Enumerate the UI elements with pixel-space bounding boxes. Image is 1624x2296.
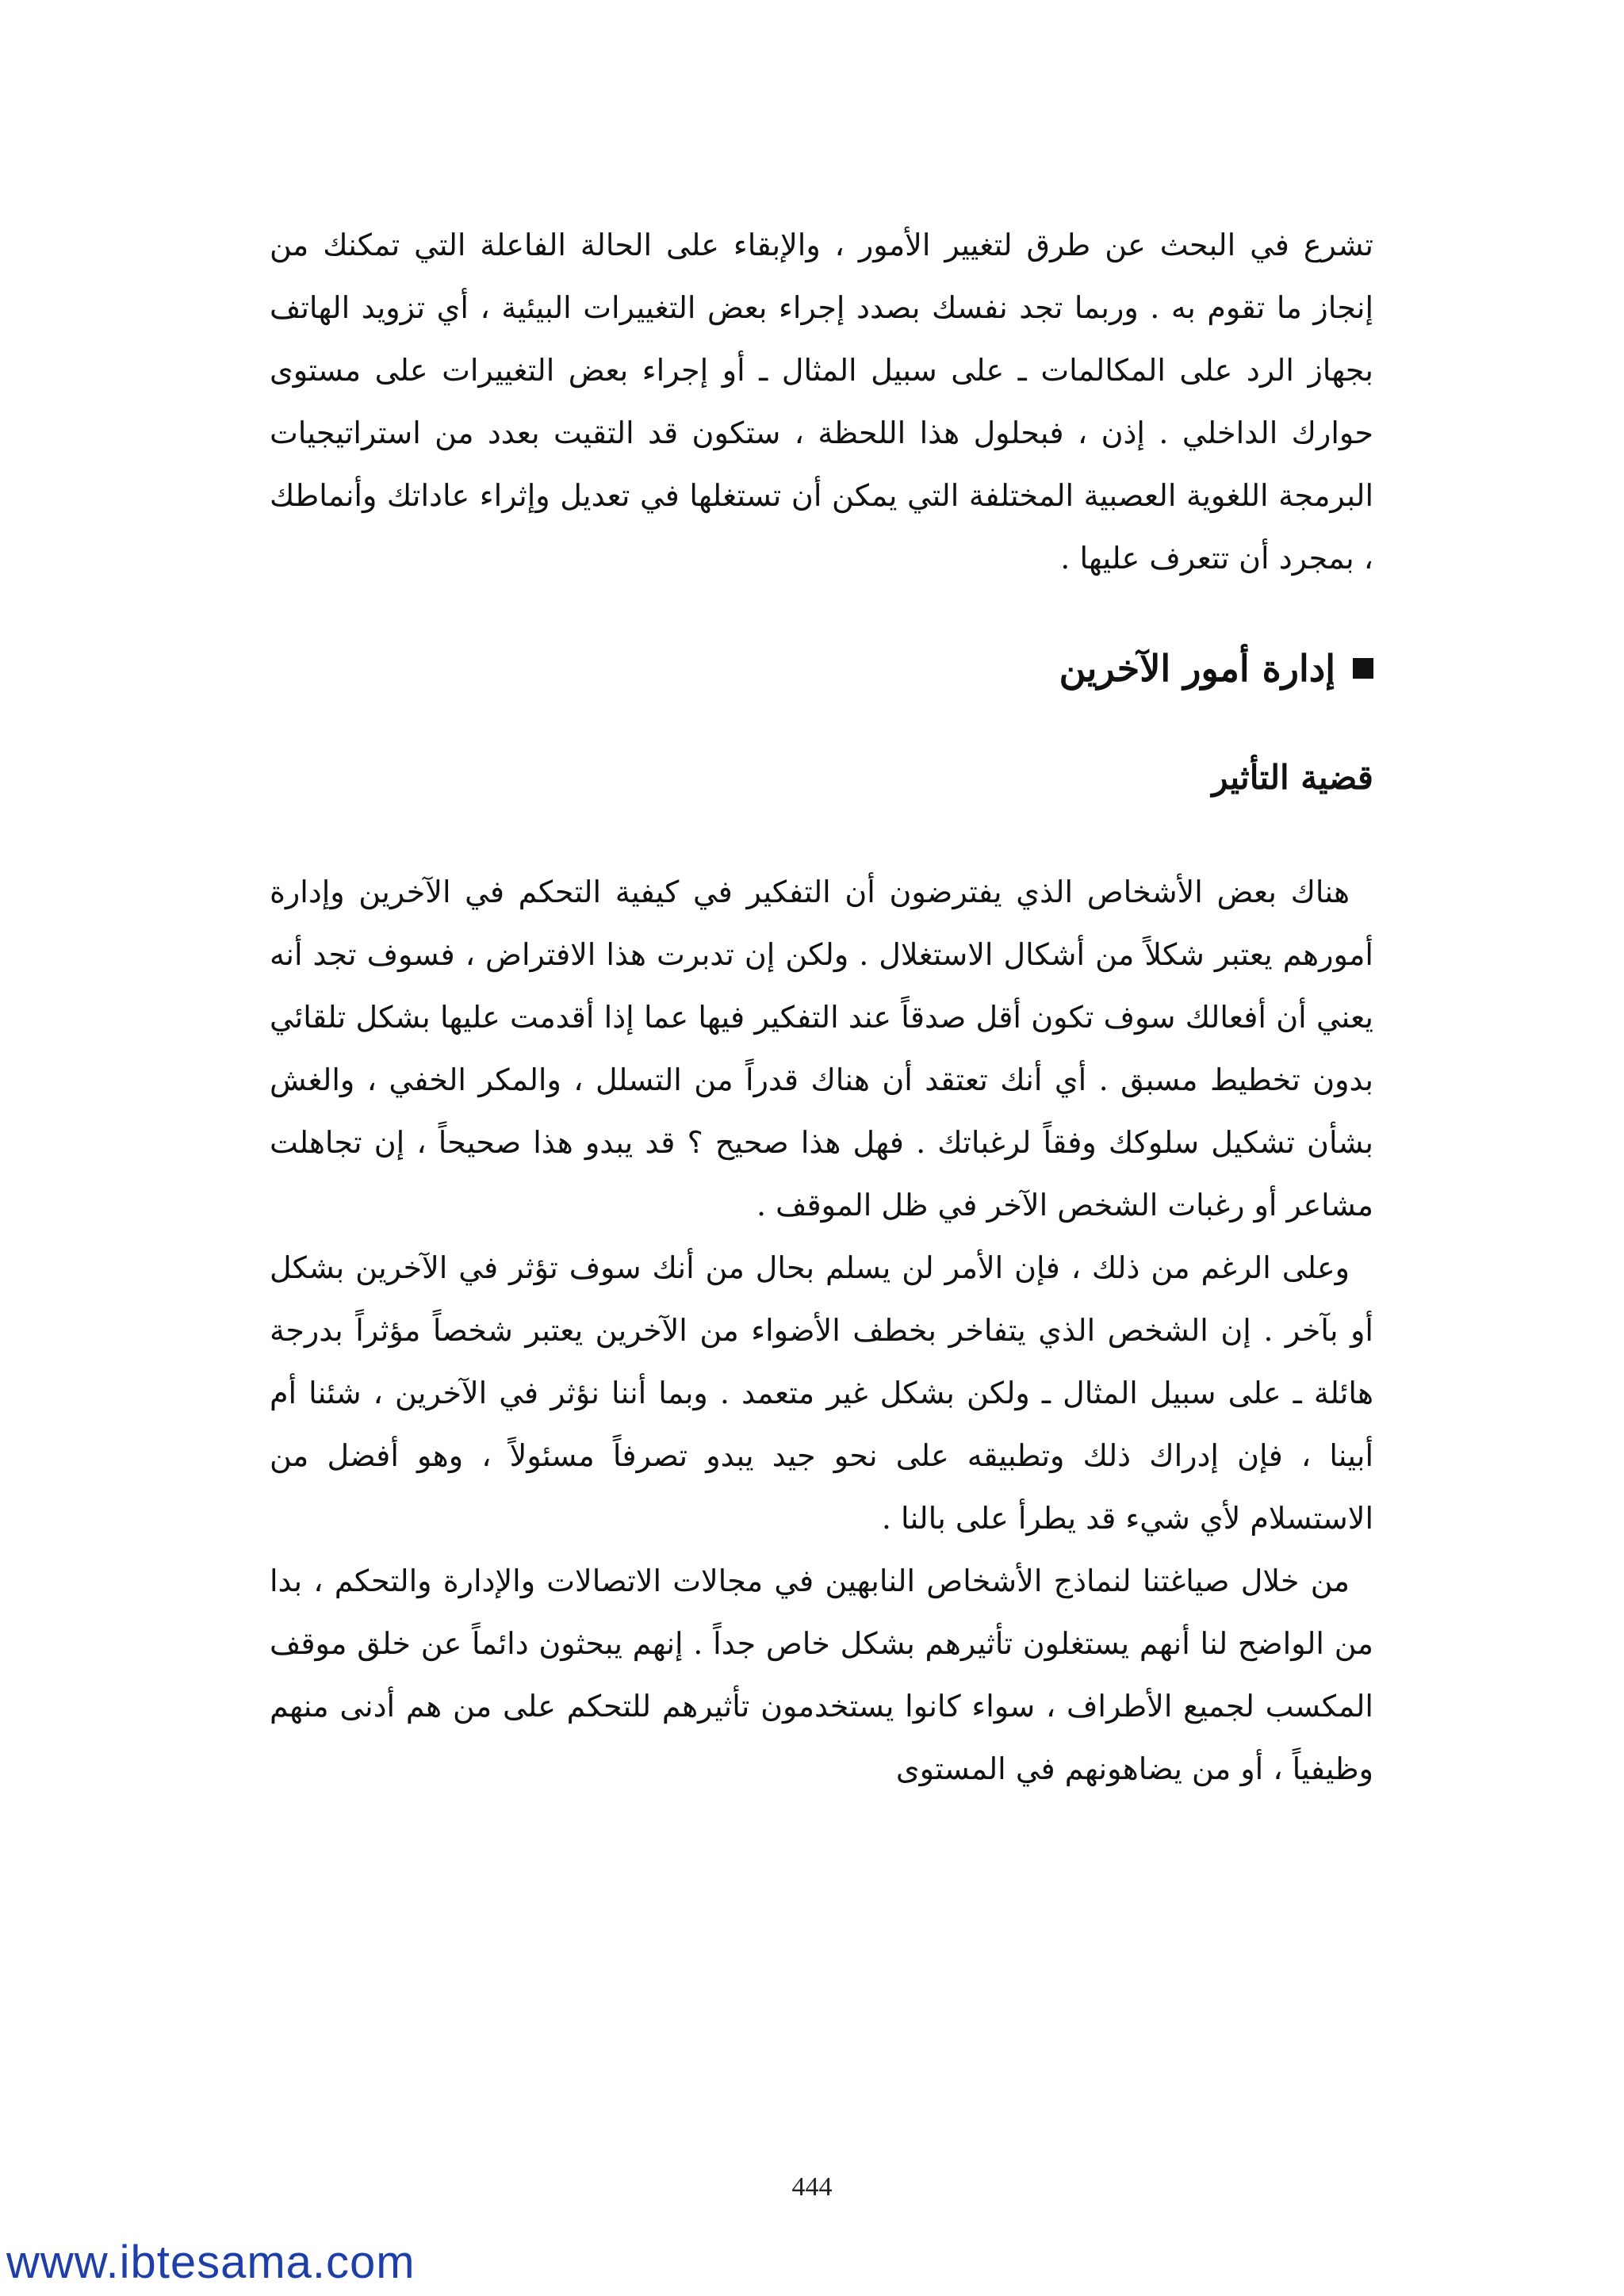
section-heading [270, 641, 1373, 696]
section-subheading: قضية التأثير [1212, 758, 1373, 797]
body-paragraph-1: هناك بعض الأشخاص الذي يفترضون أن التفكير في كيفية التحكم في الآخرين وإدارة أمورهم يعتبر شكلاً من أشكال الاستغلال . ولكن إن تدبرت هذا الافتراض ، فسوف تجد أنه يعني أن أفعالك سوف تكون أقل صدقاً عند التفكير فيها عما إذا أقدمت عليها بشكل تلقائي بدون تخطيط مسبق . أي أنك تعتقد أن هناك قدراً من التسلل ، والمكر الخفي ، والغش بشأن تشكيل سلوكك وفقاً لرغباتك . فهل هذا صحيح ؟ قد يبدو هذا صحيحاً ، إن تجاهلت مشاعر أو رغبات الشخص الآخر في ظل الموقف . [270, 874, 1373, 1223]
square-bullet-icon [1353, 658, 1373, 679]
watermark-url: www.ibtesama.com [6, 2237, 416, 2288]
page-text-block [270, 214, 1373, 1800]
body-paragraph-2: وعلى الرغم من ذلك ، فإن الأمر لن يسلم بحال من أنك سوف تؤثر في الآخرين بشكل أو بآخر . إن الشخص الذي يتفاخر بخطف الأضواء من الآخرين يعتبر شخصاً مؤثراً بدرجة هائلة ـ على سبيل المثال ـ ولكن بشكل غير متعمد . وبما أننا نؤثر في الآخرين ، شئنا أم أبينا ، فإن إدراك ذلك وتطبيقه على نحو جيد يبدو تصرفاً مسئولاً ، وهو أفضل من الاستسلام لأي شيء قد يطرأ على بالنا . [270, 1250, 1373, 1536]
intro-paragraph: تشرع في البحث عن طرق لتغيير الأمور ، والإبقاء على الحالة الفاعلة التي تمكنك من إنجاز ما تقوم به . وربما تجد نفسك بصدد إجراء بعض التغييرات البيئية ، أي تزويد الهاتف بجهاز الرد على المكالمات ـ على سبيل المثال ـ أو إجراء بعض التغييرات على مستوى حوارك الداخلي . إذن ، فبحلول هذا اللحظة ، ستكون قد التقيت بعدد من استراتيجيات البرمجة اللغوية العصبية المختلفة التي يمكن أن تستغلها في تعديل وإثراء عاداتك وأنماطك ، بمجرد أن تتعرف عليها . [270, 228, 1374, 576]
body-paragraph-3: من خلال صياغتنا لنماذج الأشخاص النابهين في مجالات الاتصالات والإدارة والتحكم ، بدا من الواضح لنا أنهم يستغلون تأثيرهم بشكل خاص جداً . إنهم يبحثون دائماً عن خلق موقف المكسب لجميع الأطراف ، سواء كانوا يستخدمون تأثيرهم للتحكم على من هم أدنى منهم وظيفياً ، أو من يضاهونهم في المستوى [270, 1563, 1373, 1786]
section-body [270, 861, 1373, 1800]
page-number: 444 [791, 2172, 833, 2202]
section-heading-text: إدارة أمور الآخرين [1059, 647, 1335, 690]
